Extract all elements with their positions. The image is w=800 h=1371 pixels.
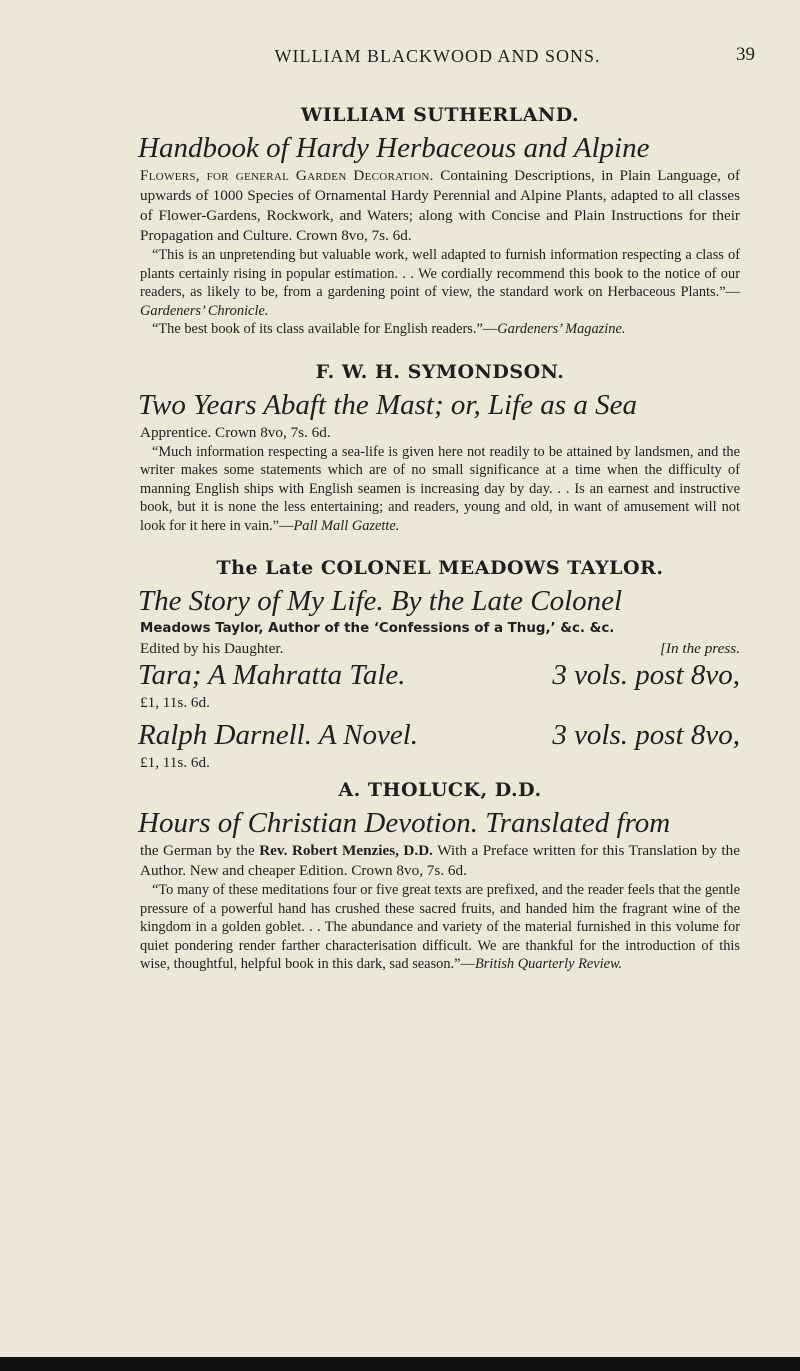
review-source: Gardeners’ Magazine. — [497, 321, 626, 337]
review-quote — [140, 881, 740, 974]
book-edition: 3 vols. post 8vo, — [552, 659, 740, 691]
description-text: Containing Descriptions, in Plain Language, of upwards of 1000 Species of Ornamental Hardy Perennial and Alpine Plants, adapted to all classes of Flower-Gardens, Rockwork, and Waters; along with Concise and Plain Instructions for their Propagation and Culture. Crown 8vo, 7s. 6d. — [140, 167, 740, 244]
author-heading: A. THOLUCK, D.D. — [338, 779, 542, 801]
running-head: WILLIAM BLACKWOOD AND SONS. — [274, 46, 601, 66]
book-title: Two Years Abaft the Mast; or, Life as a Sea — [138, 388, 637, 421]
entry-tholuck — [140, 779, 740, 974]
bottom-border — [0, 1357, 800, 1371]
entry-sutherland — [140, 104, 740, 339]
review-quote — [140, 320, 740, 339]
review-source: Pall Mall Gazette. — [293, 517, 400, 534]
review-quote — [140, 443, 740, 536]
review-source: Gardeners’ Chronicle. — [140, 302, 269, 319]
review-text: “The best book of its class available for English readers.”— — [152, 321, 498, 337]
author-heading: The Late COLONEL MEADOWS TAYLOR. — [216, 557, 664, 579]
book-title-row — [138, 719, 740, 751]
edition-note-row — [140, 639, 740, 659]
description-text: With a Preface written for this Translation by the Author. New and cheaper Edition. Crown 8vo, 7s. 6d. — [140, 842, 740, 879]
book-title: Handbook of Hardy Herbaceous and Alpine — [138, 132, 650, 164]
book-price: £1, 11s. 6d. — [140, 754, 210, 771]
additional-book — [140, 719, 740, 773]
review-text: “This is an unpretending but valuable work, well adapted to furnish information respecting a class of plants certainly rising in popular estimation. . . We cordially recommend this book to the notice of our readers, as likely to be, from a gardening point of view, the standard work on Herbaceous Plants.”— — [140, 247, 740, 300]
book-title: The Story of My Life. By the Late Colonel — [138, 585, 623, 617]
book-edition: 3 vols. post 8vo, — [552, 719, 740, 751]
book-price: £1, 11s. 6d. — [140, 694, 210, 711]
author-heading: WILLIAM SUTHERLAND. — [300, 104, 580, 126]
description-lead: Flowers, for general Garden Decoration. — [140, 167, 434, 184]
advertisement-list — [140, 104, 740, 974]
review-text: “Much information respecting a sea-life is given here not readily to be attained by landsmen, and the writer makes some statements which are of no small significance at a time when the difficulty of manning English ships with English seamen is increasing day by day. . . Is an earnest and instructive book, but it is none the less entertaining; and readers, young and old, in want of amusement will not look for it here in vain.”— — [140, 443, 740, 534]
review-text: “To many of these meditations four or five great texts are prefixed, and the reader feels that the gentle pressure of a powerful hand has crushed these sacred fruits, and handed him the fragrant wine of the kingdom in a golden goblet. . . The abundance and variety of the material furnished in this volume for quiet pondering render farther characterisation difficult. We are thankful for the introduction of this wise, thoughtful, helpful book in this dark, sad season.”— — [140, 882, 740, 972]
book-title-row — [138, 659, 740, 691]
press-status: [In the press. — [659, 640, 740, 657]
review-quote — [140, 246, 740, 320]
book-title: Tara; A Mahratta Tale. — [138, 659, 406, 691]
book-title: Ralph Darnell. A Novel. — [138, 719, 419, 751]
description-text: the German by the — [140, 842, 260, 859]
translator-name: Rev. Robert Menzies, D.D. — [259, 842, 433, 859]
book-description: Apprentice. Crown 8vo, 7s. 6d. — [140, 423, 331, 441]
book-description — [140, 841, 740, 881]
author-heading: F. W. H. SYMONDSON. — [315, 360, 565, 383]
book-description — [140, 166, 740, 246]
book-title: Hours of Christian Devotion. Translated from — [138, 807, 671, 839]
review-source: British Quarterly Review. — [474, 956, 623, 972]
edited-by: Edited by his Daughter. — [140, 640, 284, 657]
entry-meadows-taylor — [140, 557, 740, 773]
page-number: 39 — [736, 44, 755, 65]
book-description: Meadows Taylor, Author of the ‘Confessions of a Thug,’ &c. &c. — [140, 621, 615, 636]
additional-book — [140, 659, 740, 713]
entry-symondson — [140, 361, 740, 536]
